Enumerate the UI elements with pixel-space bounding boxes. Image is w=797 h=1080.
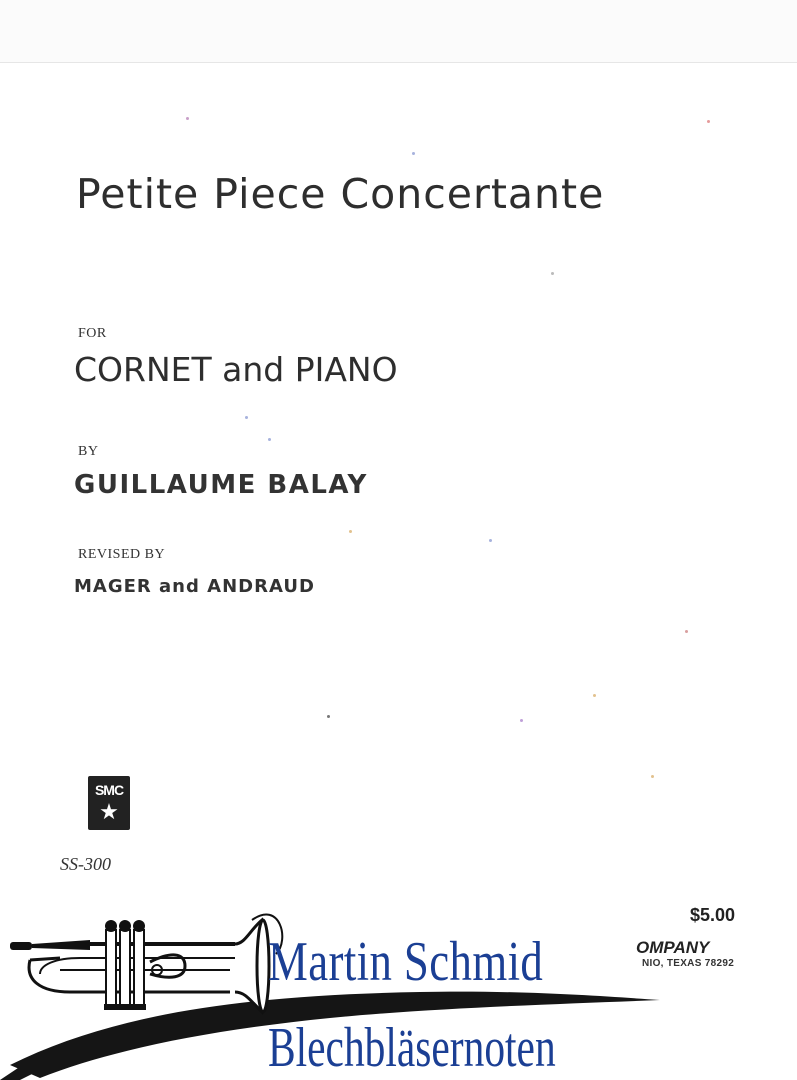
paper-speck — [412, 152, 415, 155]
for-label: FOR — [78, 326, 107, 341]
publisher-address: NIO, TEXAS 78292 — [642, 958, 735, 969]
paper-speck — [245, 416, 248, 419]
paper-speck — [349, 530, 352, 533]
instrumentation: CORNET and PIANO — [74, 350, 398, 389]
publisher-logo — [88, 776, 130, 830]
paper-speck — [593, 694, 596, 697]
paper-speck — [268, 438, 271, 441]
paper-speck — [551, 272, 554, 275]
dealer-tagline: Blechbläsernoten — [268, 1017, 556, 1079]
publisher-logo-text: SMC — [94, 782, 124, 798]
paper-speck — [327, 715, 330, 718]
page-title: Petite Piece Concertante — [76, 170, 605, 218]
page-top-edge — [0, 0, 797, 63]
price: $5.00 — [690, 905, 736, 925]
revisers-names: MAGER and ANDRAUD — [74, 576, 315, 597]
revised-by-label: REVISED BY — [78, 547, 166, 562]
by-label: BY — [78, 444, 99, 459]
paper-speck — [685, 630, 688, 633]
paper-speck — [520, 719, 523, 722]
dealer-name: Martin Schmid — [268, 931, 544, 993]
star-icon: ★ — [99, 800, 119, 825]
paper-speck — [707, 120, 710, 123]
paper-speck — [489, 539, 492, 542]
composer-name: GUILLAUME BALAY — [74, 470, 368, 500]
publisher-company: OMPANY — [636, 938, 710, 957]
catalog-number: SS-300 — [60, 854, 111, 874]
paper-speck — [186, 117, 189, 120]
paper-speck — [651, 775, 654, 778]
